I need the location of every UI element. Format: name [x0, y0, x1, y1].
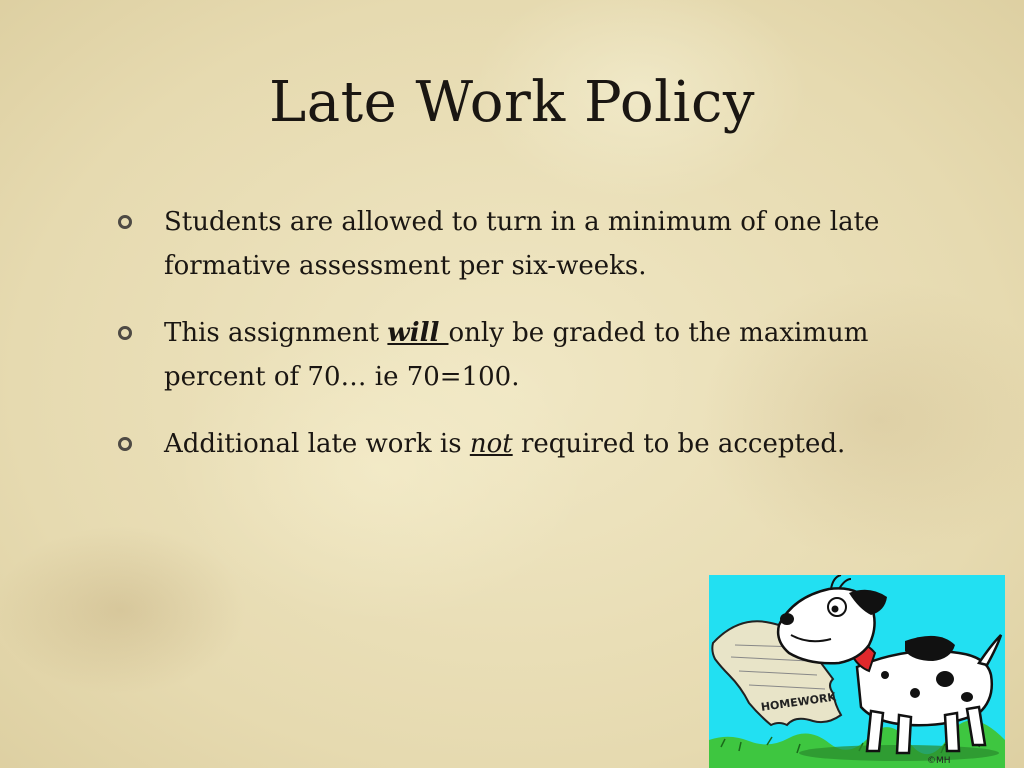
bullet-item: [118, 311, 918, 399]
bullet-list: [118, 200, 918, 489]
homework-dog-clipart: [709, 575, 1005, 768]
clipart-signature: ©MH: [927, 756, 951, 766]
bullet-circle-icon: [118, 326, 132, 340]
clipart-paper-label: HOMEWORK: [760, 690, 837, 714]
dog-eating-homework-icon: [709, 575, 1005, 768]
bullet-text-end: required to be accepted.: [512, 429, 846, 459]
bullet-item: [118, 200, 918, 288]
bullet-text: Students are allowed to turn in a minimum of one late formative assessment per six-weeks.: [164, 207, 880, 281]
bullet-circle-icon: [118, 437, 132, 451]
bullet-emphasis-not: not: [469, 429, 513, 459]
slide-title: Late Work Policy: [269, 70, 755, 135]
bullet-text-start: Additional late work is: [164, 429, 470, 459]
bullet-circle-icon: [118, 215, 132, 229]
bullet-item: [118, 422, 918, 466]
bullet-emphasis-will: will: [387, 318, 449, 348]
bullet-text-end: only be graded to the maximum percent of 70… ie 70=100.: [164, 318, 869, 392]
bullet-text-start: This assignment: [164, 318, 388, 348]
